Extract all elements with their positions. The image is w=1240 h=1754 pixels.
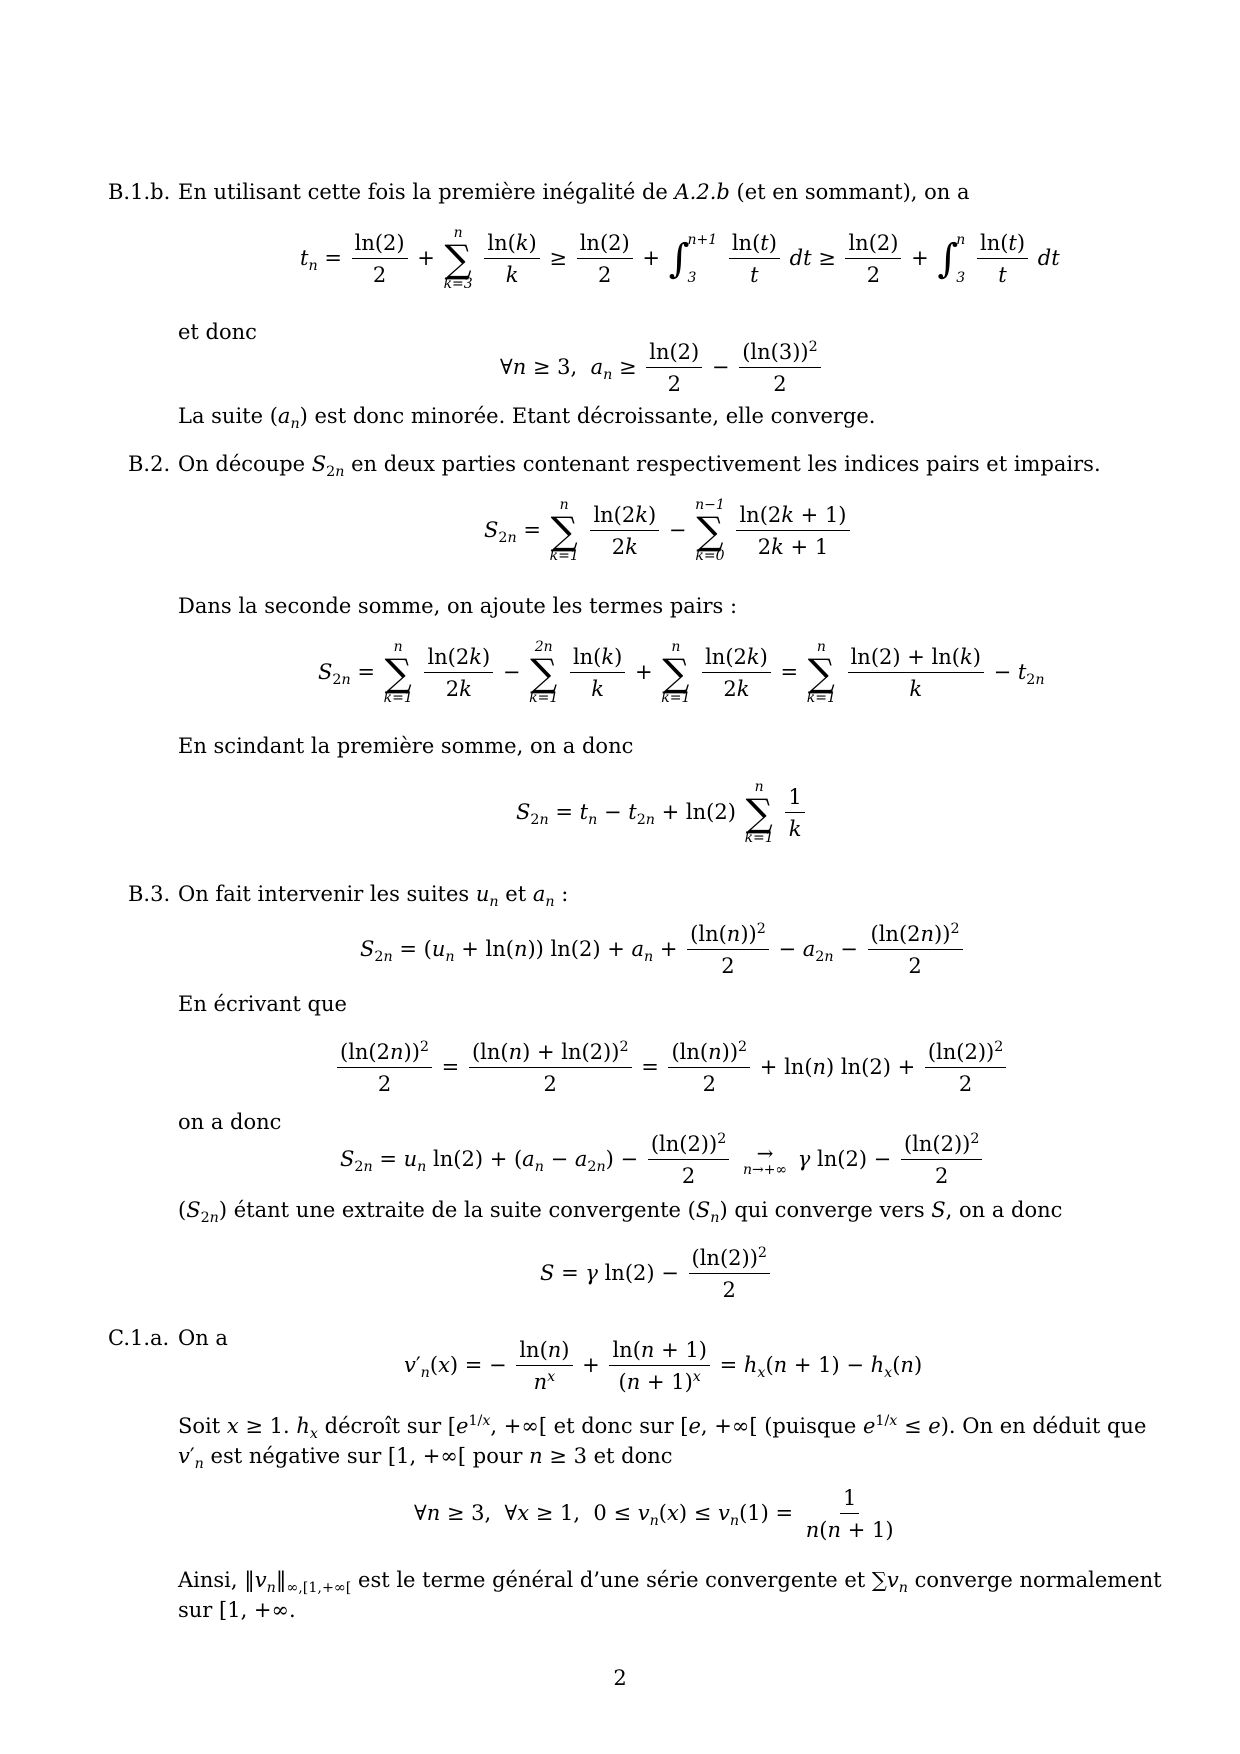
equation-s2n-even-terms: $S_{2n}$ = n ∑ k=1 $\frac{\ln(2k)}{2k}$ − 2n ∑ k=1 $\frac{\ln(k)}{k}$ + n ∑ k=1 $\frac{\ln(2k)}{2k}$ = n ∑ k=1 $\frac{\ln(2) + \ln(k)}{k}$ − $t_{2n}$	[318, 639, 1045, 707]
c1a-text-3-line-1: Ainsi, $‖v_n‖_{\infty,[1,+\infty[}$ est le terme général d’une série convergente et $\sum v_n$ converge normalement	[178, 1568, 1162, 1596]
page-number: 2	[613, 1666, 627, 1690]
equation-s-value: S = γ ln(2) − $\frac{(\ln(2))^2}{2}$	[540, 1244, 773, 1305]
section-label-b3: B.3.	[128, 882, 171, 906]
b1b-et-donc: et donc	[178, 320, 257, 344]
equation-s2n-split: $S_{2n}$ = n ∑ k=1 $\frac{\ln(2k)}{2k}$ − n−1 ∑ k=0 $\frac{\ln(2k + 1)}{2k + 1}$	[484, 498, 853, 565]
equation-tn-inequality: $t_n$ = $\frac{\ln(2)}{2}$ + n ∑ k=3 $\frac{\ln(k)}{k}$ ≥ $\frac{\ln(2)}{2}$ + ∫ n+1 3 $\frac{\ln(t)}{t}$ dt ≥ $\frac{\ln(2)}{2}$ + ∫ n 3 $\frac{\ln(t)}{t}$ dt	[300, 225, 1060, 293]
section-label-b1b: B.1.b.	[108, 180, 171, 204]
b1b-intro-text: En utilisant cette fois la première inégalité de A.2.b (et en sommant), on a	[178, 180, 970, 204]
equation-vn-derivative: $v'_n(x)$ = − $\frac{\ln(n)}{n^x}$ + $\frac{\ln(n + 1)}{(n + 1)^x}$ = $h_x(n + 1) - h_x(n)$	[404, 1338, 923, 1395]
equation-s2n-un-an: $S_{2n} = (u_n + \ln(n)) \ln(2) + a_n$ + $\frac{(\ln(n))^2}{2}$ − $a_{2n}$ − $\frac{(\ln(2n))^2}{2}$	[360, 920, 966, 981]
equation-s2n-tn: $S_{2n} = t_n - t_{2n} + \ln(2)$ n ∑ k=1 $\frac{1}{k}$	[516, 780, 808, 847]
c1a-text-3-line-2: sur [1, +∞.	[178, 1598, 296, 1622]
b2-text-2: Dans la seconde somme, on ajoute les termes pairs :	[178, 594, 738, 618]
b3-text-3: on a donc	[178, 1110, 282, 1134]
b2-intro-text: On découpe $S_{2n}$ en deux parties contenant respectivement les indices pairs et impairs.	[178, 452, 1101, 480]
equation-vn-bound: ∀n ≥ 3, ∀x ≥ 1, $0 \le v_n(x) \le v_n(1)$ = $\frac{1}{n(n + 1)}$	[414, 1486, 894, 1543]
c1a-text-2-line-2: $v'_n$ est négative sur [1, +∞[ pour n ≥ 3 et donc	[178, 1444, 673, 1472]
equation-s2n-limit: $S_{2n} = u_n$ $\ln(2) + (a_n - a_{2n})$ − $\frac{(\ln(2))^2}{2}$ → n→+∞ γ ln(2) − $\frac{(\ln(2))^2}{2}$	[340, 1130, 985, 1191]
equation-an-lower-bound: ∀n ≥ 3, $a_n$ ≥ $\frac{\ln(2)}{2}$ − $\frac{(\ln(3))^2}{2}$	[500, 338, 824, 399]
b3-text-2: En écrivant que	[178, 992, 347, 1016]
b1b-conclusion: La suite $(a_n)$ est donc minorée. Etant décroissante, elle converge.	[178, 404, 876, 432]
b3-intro-text: On fait intervenir les suites $u_n$ et $a_n$ :	[178, 882, 569, 910]
section-label-c1a: C.1.a.	[108, 1326, 170, 1350]
c1a-intro-text: On a	[178, 1326, 228, 1350]
b2-text-3: En scindant la première somme, on a donc	[178, 734, 634, 758]
section-label-b2: B.2.	[128, 452, 171, 476]
b3-text-4: $(S_{2n})$ étant une extraite de la suite convergente $(S_n)$ qui converge vers S, on a donc	[178, 1198, 1063, 1226]
c1a-text-2-line-1: Soit x ≥ 1. $h_x$ décroît sur [$e^{1/x}$, +∞[ et donc sur [e, +∞[ (puisque $e^{1/x} \le e$). On en déduit que	[178, 1413, 1147, 1442]
equation-ln2n-squared: $\frac{(\ln(2n))^2}{2}$ = $\frac{(\ln(n) + \ln(2))^2}{2}$ = $\frac{(\ln(n))^2}{2}$ + ln(n) ln(2) + $\frac{(\ln(2))^2}{2}$	[334, 1038, 1009, 1099]
